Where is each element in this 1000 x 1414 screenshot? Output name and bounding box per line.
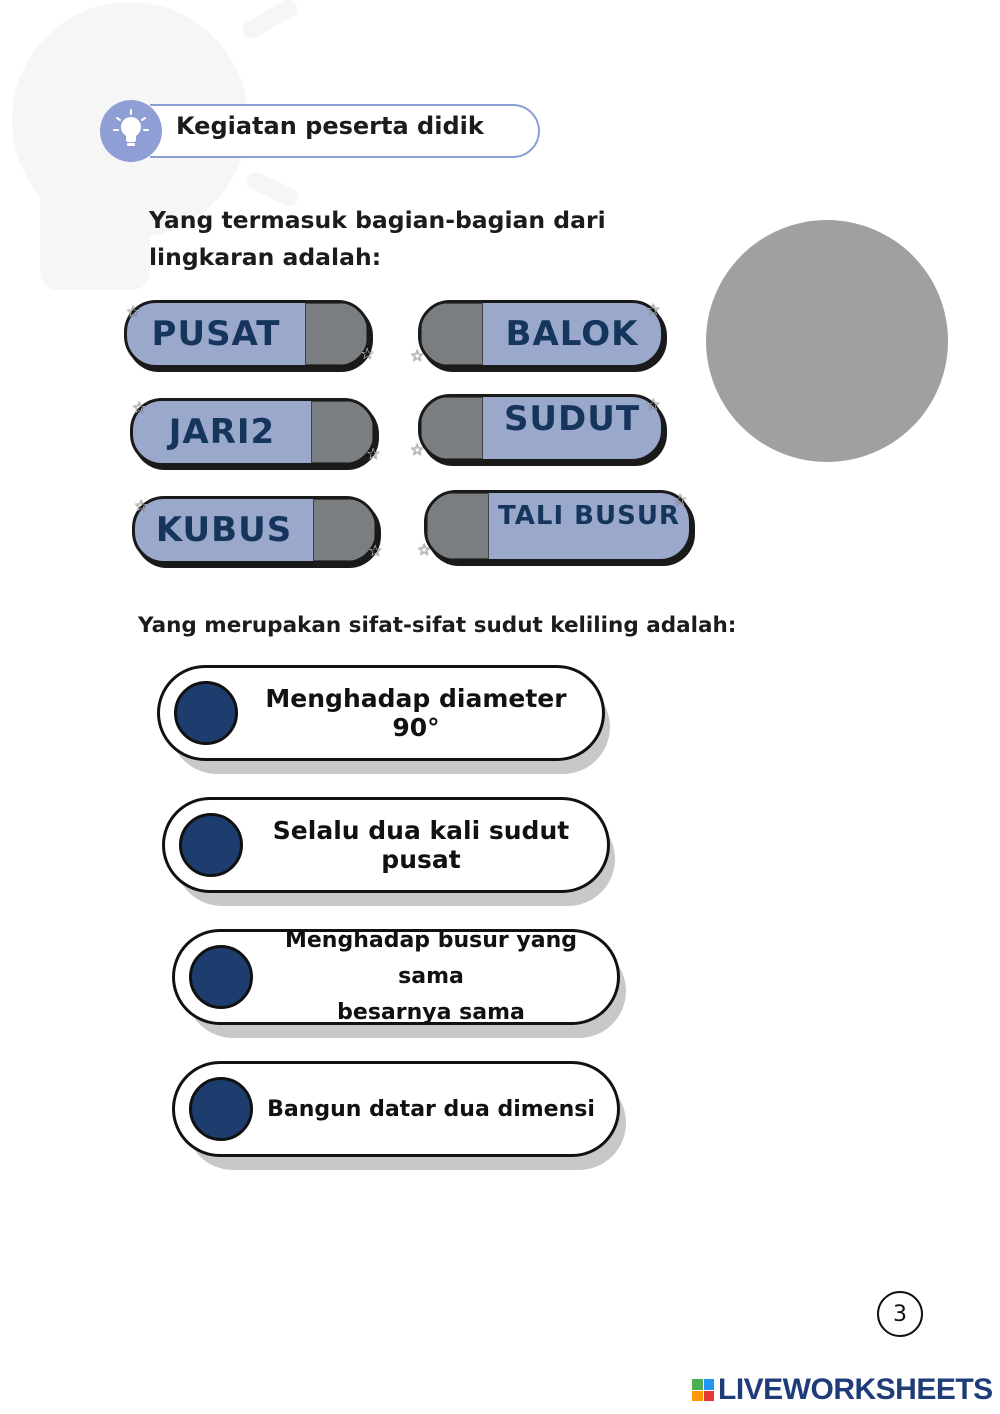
term-label: TALI BUSUR <box>498 501 680 531</box>
option-text <box>250 668 582 758</box>
lightbulb-icon <box>100 100 162 162</box>
option-text-line: Menghadap busur yang sama <box>284 928 577 989</box>
option-text-line: besarnya sama <box>337 1000 525 1025</box>
drop-target-box[interactable] <box>313 499 375 561</box>
term-sudut <box>418 394 664 462</box>
liveworksheets-logo <box>692 1373 993 1407</box>
drop-target-box[interactable] <box>305 303 367 365</box>
term-label: BALOK <box>505 314 639 354</box>
star-icon: ☆ <box>417 540 432 559</box>
star-icon: ☆ <box>366 444 381 463</box>
drop-target-box[interactable] <box>421 303 483 365</box>
drop-target-box[interactable] <box>427 493 489 559</box>
star-icon: ☆ <box>646 300 661 319</box>
question-1-line-2: lingkaran adalah: <box>149 243 382 271</box>
star-icon: ☆ <box>410 440 425 459</box>
option-radio[interactable] <box>189 1077 253 1141</box>
term-balok <box>418 300 664 368</box>
option-radio[interactable] <box>189 945 253 1009</box>
circle-illustration <box>706 220 948 462</box>
option-text-line: Selalu dua kali sudut pusat <box>272 816 570 874</box>
option-text <box>255 800 587 890</box>
term-jari2 <box>130 398 376 466</box>
star-icon: ☆ <box>673 490 688 509</box>
term-tali-busur <box>424 490 692 562</box>
term-label: SUDUT <box>503 399 641 439</box>
option-radio[interactable] <box>174 681 238 745</box>
term-label: PUSAT <box>151 314 281 354</box>
term-label: JARI2 <box>168 412 276 452</box>
term-kubus <box>132 496 378 564</box>
star-icon: ☆ <box>410 346 425 365</box>
term-pusat <box>124 300 370 368</box>
header-title: Kegiatan peserta didik <box>176 112 484 140</box>
page-number: 3 <box>877 1291 923 1337</box>
option-2[interactable] <box>162 797 610 893</box>
star-icon: ☆ <box>134 496 149 515</box>
star-icon: ☆ <box>646 395 661 414</box>
question-1-line-1: Yang termasuk bagian-bagian dari <box>149 206 606 234</box>
star-icon: ☆ <box>368 541 383 560</box>
option-text <box>265 928 597 1025</box>
drop-target-box[interactable] <box>421 397 483 459</box>
question-1-text <box>149 202 606 276</box>
term-label: KUBUS <box>155 510 293 550</box>
question-2-text: Yang merupakan sifat-sifat sudut keliling adalah: <box>138 613 737 638</box>
option-text-line: Menghadap diameter 90° <box>265 684 567 742</box>
option-1[interactable] <box>157 665 605 761</box>
option-text-line: Bangun datar dua dimensi <box>267 1096 595 1122</box>
liveworksheets-brand-text: LIVEWORKSHEETS <box>718 1373 993 1406</box>
drop-target-box[interactable] <box>311 401 373 463</box>
option-4[interactable] <box>172 1061 620 1157</box>
star-icon: ☆ <box>132 398 147 417</box>
option-text <box>265 1064 597 1154</box>
option-radio[interactable] <box>179 813 243 877</box>
star-icon: ☆ <box>126 302 141 321</box>
option-3[interactable] <box>172 929 620 1025</box>
liveworksheets-logo-icon <box>692 1379 714 1401</box>
star-icon: ☆ <box>360 344 375 363</box>
